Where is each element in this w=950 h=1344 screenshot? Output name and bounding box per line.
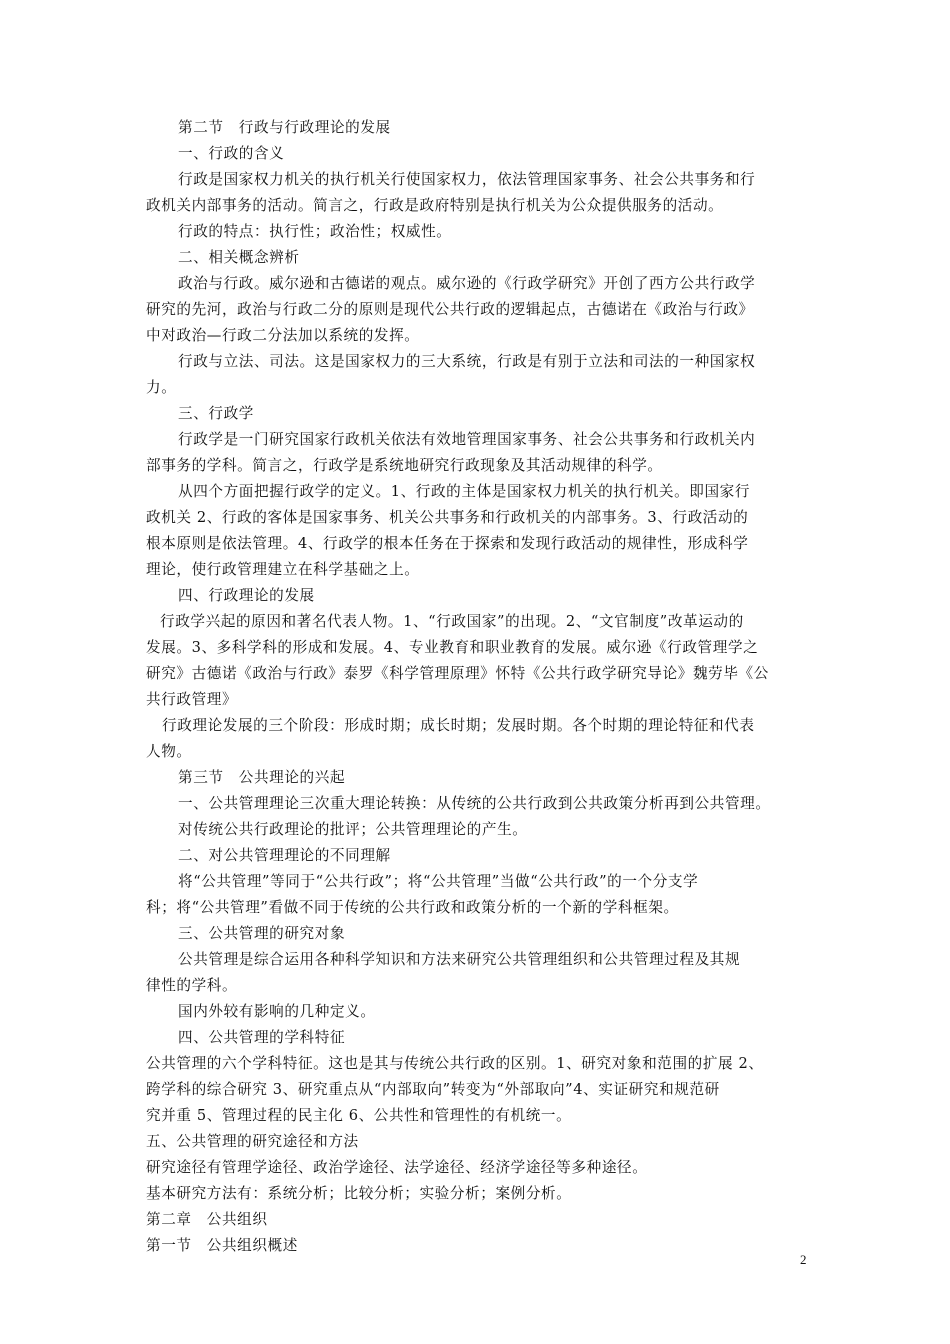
paragraph-line: 根本原则是依法管理。4、行政学的根本任务在于探索和发现行政活动的规律性，形成科学 — [146, 535, 749, 552]
section-heading: 第二节 行政与行政理论的发展 — [178, 119, 391, 136]
section-heading: 第一节 公共组织概述 — [146, 1237, 298, 1254]
paragraph-line: 从四个方面把握行政学的定义。1、行政的主体是国家权力机关的执行机关。即国家行 — [178, 483, 751, 500]
paragraph-line: 行政与立法、司法。这是国家权力的三大系统，行政是有别于立法和司法的一种国家权 — [178, 353, 756, 370]
paragraph-line: 政机关 2、行政的客体是国家事务、机关公共事务和行政机关的内部事务。3、行政活动的 — [146, 509, 749, 526]
paragraph-line: 人物。 — [146, 743, 192, 760]
subheading: 四、公共管理的学科特征 — [178, 1029, 346, 1046]
paragraph-line: 中对政治—行政二分法加以系统的发挥。 — [146, 327, 420, 344]
paragraph-line: 跨学科的综合研究 3、研究重点从“内部取向”转变为“外部取向”4、实证研究和规范研 — [146, 1081, 720, 1098]
chapter-heading: 第二章 公共组织 — [146, 1211, 268, 1228]
paragraph-line: 对传统公共行政理论的批评；公共管理理论的产生。 — [178, 821, 528, 838]
paragraph-line: 公共管理的六个学科特征。这也是其与传统公共行政的区别。1、研究对象和范围的扩展 2、 — [146, 1055, 764, 1072]
paragraph-line: 发展。3、多科学科的形成和发展。4、专业教育和职业教育的发展。威尔逊《行政管理学之 — [146, 639, 759, 656]
subheading: 一、行政的含义 — [178, 145, 285, 162]
subheading: 二、对公共管理理论的不同理解 — [178, 847, 391, 864]
section-heading: 第三节 公共理论的兴起 — [178, 769, 346, 786]
paragraph-line: 行政理论发展的三个阶段：形成时期；成长时期；发展时期。各个时期的理论特征和代表 — [162, 717, 755, 734]
paragraph-line: 行政学兴起的原因和著名代表人物。1、“行政国家”的出现。2、“文官制度”改革运动的 — [160, 613, 744, 630]
subheading: 三、行政学 — [178, 405, 254, 422]
paragraph-line: 政治与行政。威尔逊和古德诺的观点。威尔逊的《行政学研究》开创了西方公共行政学 — [178, 275, 756, 292]
paragraph-line: 行政的特点：执行性；政治性；权威性。 — [178, 223, 452, 240]
paragraph-line: 研究的先河，政治与行政二分的原则是现代公共行政的逻辑起点，古德诺在《政治与行政》 — [146, 301, 754, 318]
paragraph-line: 政机关内部事务的活动。简言之，行政是政府特别是执行机关为公众提供服务的活动。 — [146, 197, 724, 214]
paragraph-line: 部事务的学科。简言之，行政学是系统地研究行政现象及其活动规律的科学。 — [146, 457, 663, 474]
subheading: 三、公共管理的研究对象 — [178, 925, 346, 942]
paragraph-line: 国内外较有影响的几种定义。 — [178, 1003, 376, 1020]
subheading: 二、相关概念辨析 — [178, 249, 300, 266]
paragraph-line: 一、公共管理理论三次重大理论转换：从传统的公共行政到公共政策分析再到公共管理。 — [178, 795, 771, 812]
paragraph-line: 行政学是一门研究国家行政机关依法有效地管理国家事务、社会公共事务和行政机关内 — [178, 431, 756, 448]
paragraph-line: 力。 — [146, 379, 177, 396]
subheading: 五、公共管理的研究途径和方法 — [146, 1133, 359, 1150]
paragraph-line: 研究》古德诺《政治与行政》泰罗《科学管理原理》怀特《公共行政学研究导论》魏劳毕《公 — [146, 665, 769, 682]
paragraph-line: 律性的学科。 — [146, 977, 238, 994]
paragraph-line: 理论，使行政管理建立在科学基础之上。 — [146, 561, 420, 578]
paragraph-line: 研究途径有管理学途径、政治学途径、法学途径、经济学途径等多种途径。 — [146, 1159, 648, 1176]
page-number: 2 — [800, 1252, 807, 1267]
paragraph-line: 公共管理是综合运用各种科学知识和方法来研究公共管理组织和公共管理过程及其规 — [178, 951, 741, 968]
paragraph-line: 究并重 5、管理过程的民主化 6、公共性和管理性的有机统一。 — [146, 1107, 572, 1124]
paragraph-line: 将“公共管理”等同于“公共行政”；将“公共管理”当做“公共行政”的一个分支学 — [178, 873, 699, 890]
paragraph-line: 行政是国家权力机关的执行机关行使国家权力，依法管理国家事务、社会公共事务和行 — [178, 171, 756, 188]
paragraph-line: 共行政管理》 — [146, 691, 238, 708]
paragraph-line: 科；将“公共管理”看做不同于传统的公共行政和政策分析的一个新的学科框架。 — [146, 899, 679, 916]
subheading: 四、行政理论的发展 — [178, 587, 315, 604]
paragraph-line: 基本研究方法有：系统分析；比较分析；实验分析；案例分析。 — [146, 1185, 572, 1202]
